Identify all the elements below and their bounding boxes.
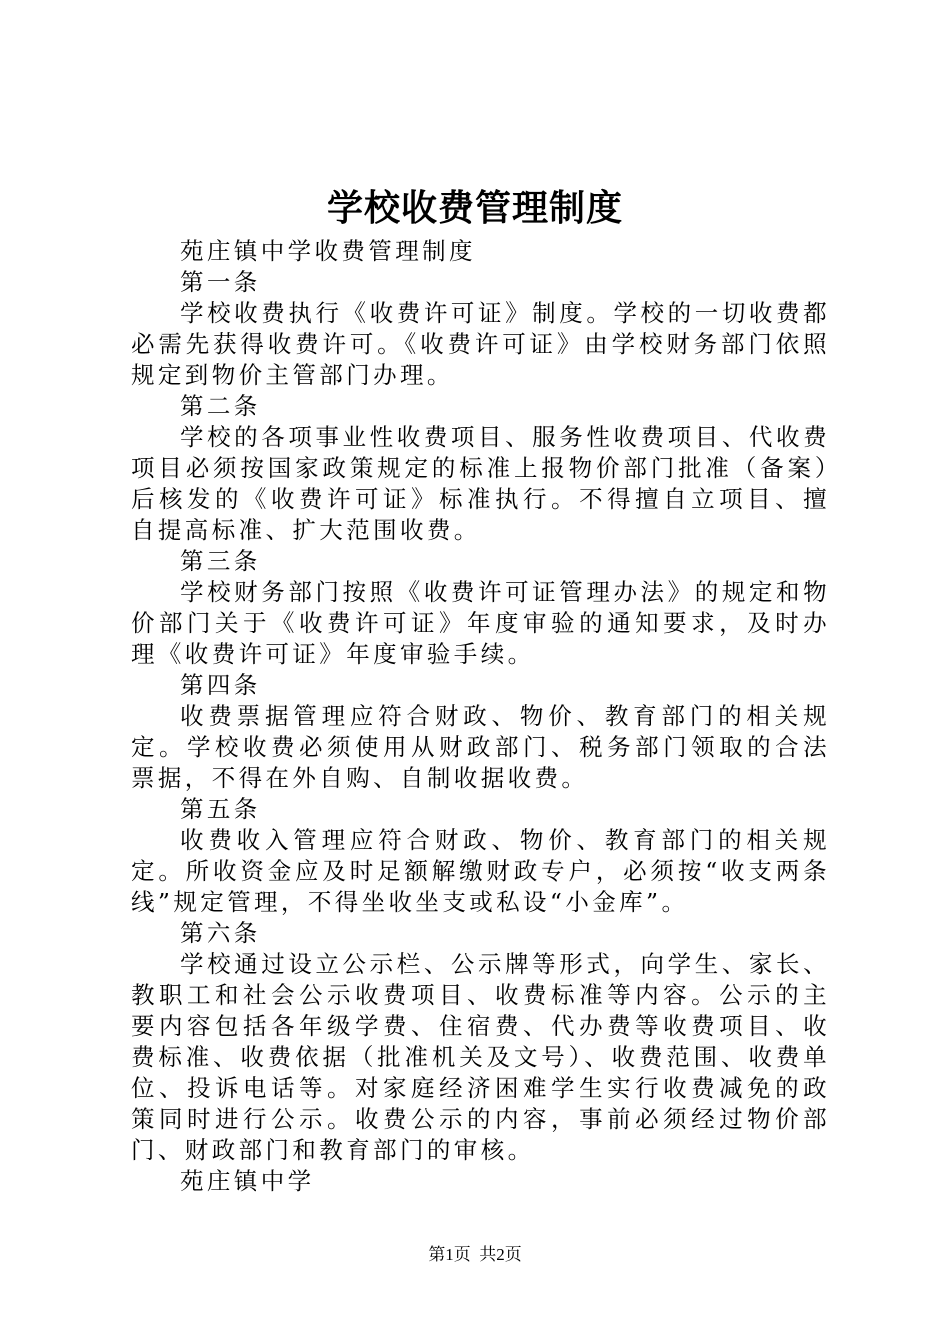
- article-4-text: 收费票据管理应符合财政、物价、教育部门的相关规定。学校收费必须使用从财政部门、税务部门领取的合法票据，不得在外自购、自制收据收费。: [131, 702, 830, 792]
- school-system-heading: 苑庄镇中学收费管理制度: [180, 237, 476, 265]
- document-body: [131, 236, 830, 1197]
- article-3-text: 学校财务部门按照《收费许可证管理办法》的规定和物价部门关于《收费许可证》年度审验的通知要求，及时办理《收费许可证》年度审验手续。: [131, 578, 830, 668]
- article-5-heading: 第五条: [180, 795, 261, 823]
- signature-school-name: 苑庄镇中学: [180, 1167, 315, 1195]
- article-1-heading: 第一条: [180, 268, 261, 296]
- article-2-text: 学校的各项事业性收费项目、服务性收费项目、代收费项目必须按国家政策规定的标准上报物价部门批准（备案）后核发的《收费许可证》标准执行。不得擅自立项目、擅自提高标准、扩大范围收费。: [131, 423, 830, 544]
- article-6-heading: 第六条: [180, 919, 261, 947]
- page-footer: [0, 1243, 950, 1267]
- article-3-heading: 第三条: [180, 547, 261, 575]
- article-5-text: 收费收入管理应符合财政、物价、教育部门的相关规定。所收资金应及时足额解缴财政专户，必须按“收支两条线”规定管理，不得坐收坐支或私设“小金库”。: [131, 826, 830, 916]
- document-title: 学校收费管理制度: [326, 187, 623, 229]
- article-6-text: 学校通过设立公示栏、公示牌等形式，向学生、家长、教职工和社会公示收费项目、收费标准等内容。公示的主要内容包括各年级学费、住宿费、代办费等收费项目、收费标准、收费依据（批准机关及文号）、收费范围、收费单位、投诉电话等。对家庭经济困难学生实行收费减免的政策同时进行公示。收费公示的内容，事前必须经过物价部门、财政部门和教育部门的审核。: [131, 950, 830, 1164]
- article-2-heading: 第二条: [180, 392, 261, 420]
- page-number: 第1页 共2页: [428, 1245, 522, 1264]
- article-1-text: 学校收费执行《收费许可证》制度。学校的一切收费都必需先获得收费许可。《收费许可证》由学校财务部门依照规定到物价主管部门办理。: [131, 299, 830, 389]
- article-4-heading: 第四条: [180, 671, 261, 699]
